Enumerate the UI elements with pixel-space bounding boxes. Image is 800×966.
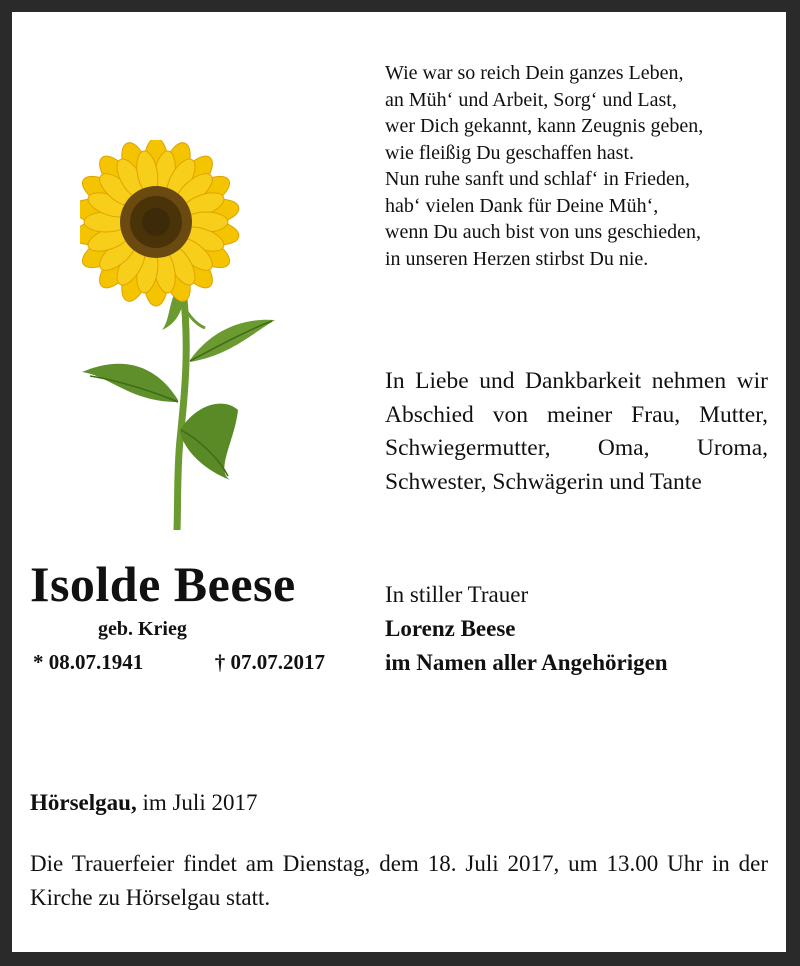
poem-line: an Müh‘ und Arbeit, Sorg‘ und Last, xyxy=(385,88,677,111)
mourner-name: Lorenz Beese xyxy=(385,616,516,641)
poem-line: in unseren Herzen stirbst Du nie. xyxy=(385,247,649,270)
birth-name: geb. Krieg xyxy=(98,618,187,640)
birth-date: * 08.07.1941 xyxy=(33,650,144,674)
place-date xyxy=(30,790,257,816)
death-date: † 07.07.2017 xyxy=(214,650,325,674)
service-notice: Die Trauerfeier findet am Dienstag, dem 18. Juli 2017, um 13.00 Uhr in der Kirche zu Hörselgau statt. xyxy=(30,851,768,910)
poem-line: wer Dich gekannt, kann Zeugnis geben, xyxy=(385,115,704,137)
life-dates xyxy=(33,650,325,675)
mourners-on-behalf: im Namen aller Angehörigen xyxy=(385,650,668,675)
place-month: im Juli 2017 xyxy=(142,790,258,815)
farewell-text: In Liebe und Dankbarkeit nehmen wir Abschied von meiner Frau, Mutter, Schwiegermutter, Oma, Uroma, Schwester, Schwägerin und Tante xyxy=(385,368,768,495)
poem-line: hab‘ vielen Dank für Deine Müh‘, xyxy=(385,194,659,217)
poem-line: Nun ruhe sanft und schlaf‘ in Frieden, xyxy=(385,168,690,190)
sunflower-icon xyxy=(80,140,280,530)
poem xyxy=(385,60,775,272)
mourning-intro: In stiller Trauer xyxy=(385,582,529,607)
poem-line: Wie war so reich Dein ganzes Leben, xyxy=(385,62,684,84)
mourners-block xyxy=(385,578,668,680)
place-town: Hörselgau, xyxy=(30,790,137,815)
poem-line: wenn Du auch bist von uns geschieden, xyxy=(385,221,702,243)
deceased-name: Isolde Beese xyxy=(30,556,296,612)
poem-line: wie fleißig Du geschaffen hast. xyxy=(385,141,634,164)
